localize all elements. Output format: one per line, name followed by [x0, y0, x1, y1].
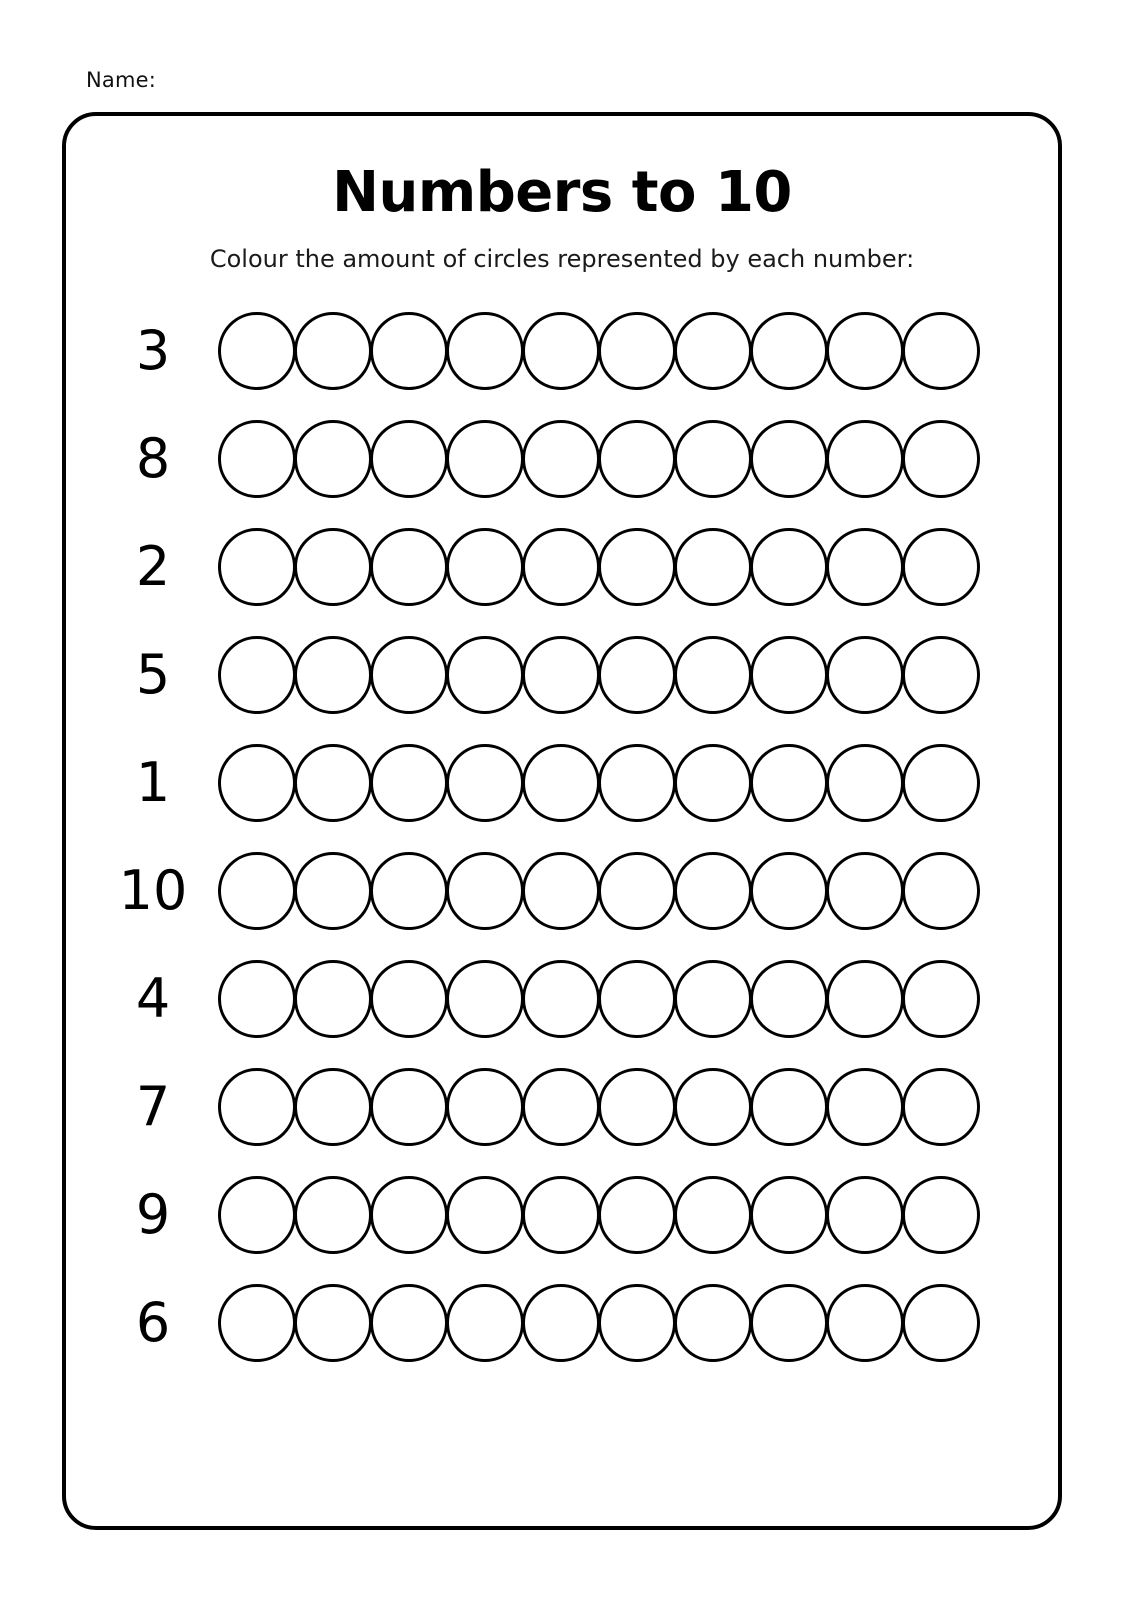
- circle[interactable]: [446, 1284, 524, 1362]
- circle[interactable]: [750, 420, 828, 498]
- circle[interactable]: [446, 312, 524, 390]
- circle[interactable]: [902, 1176, 980, 1254]
- circle[interactable]: [598, 1068, 676, 1146]
- circle[interactable]: [522, 420, 600, 498]
- circle[interactable]: [902, 528, 980, 606]
- circle[interactable]: [826, 312, 904, 390]
- circle[interactable]: [370, 1176, 448, 1254]
- circle[interactable]: [674, 852, 752, 930]
- circle[interactable]: [750, 636, 828, 714]
- row-number: 7: [135, 1075, 171, 1138]
- circle-group: [218, 744, 1040, 822]
- row-number: 9: [135, 1183, 171, 1246]
- exercise-row: [88, 1161, 1040, 1269]
- circle[interactable]: [522, 528, 600, 606]
- circle[interactable]: [826, 636, 904, 714]
- circle[interactable]: [598, 420, 676, 498]
- circle[interactable]: [902, 312, 980, 390]
- circle[interactable]: [370, 1284, 448, 1362]
- circle[interactable]: [902, 1068, 980, 1146]
- circle[interactable]: [674, 420, 752, 498]
- circle[interactable]: [902, 420, 980, 498]
- circle[interactable]: [294, 1284, 372, 1362]
- circle[interactable]: [522, 1068, 600, 1146]
- circle[interactable]: [750, 1068, 828, 1146]
- circle[interactable]: [826, 960, 904, 1038]
- circle-group: [218, 1176, 1040, 1254]
- circle[interactable]: [446, 528, 524, 606]
- circle[interactable]: [446, 744, 524, 822]
- row-number: 4: [135, 967, 171, 1030]
- circle[interactable]: [598, 528, 676, 606]
- exercise-row: [88, 729, 1040, 837]
- circle[interactable]: [370, 312, 448, 390]
- circle[interactable]: [826, 852, 904, 930]
- exercise-row: [88, 621, 1040, 729]
- instructions-text: Colour the amount of circles represented by each number:: [209, 245, 915, 273]
- circle[interactable]: [826, 528, 904, 606]
- circle[interactable]: [674, 1068, 752, 1146]
- circle[interactable]: [446, 636, 524, 714]
- circle[interactable]: [446, 420, 524, 498]
- circle[interactable]: [674, 960, 752, 1038]
- circle[interactable]: [218, 312, 296, 390]
- circle[interactable]: [522, 636, 600, 714]
- circle[interactable]: [370, 1068, 448, 1146]
- circle[interactable]: [674, 744, 752, 822]
- circle[interactable]: [218, 1068, 296, 1146]
- circle[interactable]: [674, 636, 752, 714]
- exercise-row: [88, 405, 1040, 513]
- name-label: Name:: [86, 68, 157, 92]
- circle-group: [218, 312, 1040, 390]
- circle[interactable]: [750, 1176, 828, 1254]
- circle[interactable]: [370, 636, 448, 714]
- circle[interactable]: [218, 744, 296, 822]
- circle[interactable]: [446, 1068, 524, 1146]
- circle[interactable]: [750, 852, 828, 930]
- circle-group: [218, 636, 1040, 714]
- circle[interactable]: [826, 744, 904, 822]
- circle[interactable]: [522, 312, 600, 390]
- circle[interactable]: [446, 960, 524, 1038]
- circle[interactable]: [294, 1068, 372, 1146]
- row-number: 5: [135, 643, 171, 706]
- circle[interactable]: [902, 636, 980, 714]
- circle[interactable]: [370, 852, 448, 930]
- circle-group: [218, 1284, 1040, 1362]
- circle[interactable]: [218, 1176, 296, 1254]
- circle[interactable]: [674, 1284, 752, 1362]
- row-number: 3: [135, 319, 171, 382]
- circle[interactable]: [598, 960, 676, 1038]
- circle[interactable]: [826, 1068, 904, 1146]
- circle[interactable]: [218, 528, 296, 606]
- circle[interactable]: [598, 636, 676, 714]
- page-title: Numbers to 10: [332, 160, 792, 225]
- exercise-rows: [66, 297, 1058, 1377]
- circle[interactable]: [370, 744, 448, 822]
- circle[interactable]: [674, 1176, 752, 1254]
- circle[interactable]: [522, 1176, 600, 1254]
- circle[interactable]: [218, 852, 296, 930]
- circle[interactable]: [294, 744, 372, 822]
- circle[interactable]: [294, 528, 372, 606]
- circle[interactable]: [294, 312, 372, 390]
- circle[interactable]: [370, 960, 448, 1038]
- circle[interactable]: [826, 1176, 904, 1254]
- circle[interactable]: [522, 852, 600, 930]
- circle[interactable]: [674, 528, 752, 606]
- row-number: 6: [135, 1291, 171, 1354]
- circle-group: [218, 852, 1040, 930]
- circle-group: [218, 528, 1040, 606]
- circle[interactable]: [218, 1284, 296, 1362]
- circle[interactable]: [598, 1284, 676, 1362]
- circle[interactable]: [750, 960, 828, 1038]
- circle[interactable]: [522, 1284, 600, 1362]
- circle[interactable]: [294, 852, 372, 930]
- circle[interactable]: [218, 960, 296, 1038]
- exercise-row: [88, 1269, 1040, 1377]
- circle[interactable]: [598, 852, 676, 930]
- exercise-row: [88, 837, 1040, 945]
- circle-group: [218, 420, 1040, 498]
- exercise-row: [88, 513, 1040, 621]
- exercise-row: [88, 1053, 1040, 1161]
- circle[interactable]: [370, 528, 448, 606]
- row-number: 8: [135, 427, 171, 490]
- circle[interactable]: [218, 636, 296, 714]
- circle[interactable]: [370, 420, 448, 498]
- circle[interactable]: [598, 312, 676, 390]
- circle-group: [218, 1068, 1040, 1146]
- worksheet-card: [62, 112, 1062, 1530]
- circle[interactable]: [750, 1284, 828, 1362]
- circle[interactable]: [902, 1284, 980, 1362]
- circle[interactable]: [218, 420, 296, 498]
- row-number: 10: [118, 859, 188, 922]
- circle[interactable]: [446, 1176, 524, 1254]
- row-number: 1: [135, 751, 171, 814]
- circle[interactable]: [294, 960, 372, 1038]
- circle[interactable]: [446, 852, 524, 930]
- circle[interactable]: [294, 1176, 372, 1254]
- circle[interactable]: [902, 960, 980, 1038]
- circle[interactable]: [902, 852, 980, 930]
- circle[interactable]: [750, 312, 828, 390]
- circle[interactable]: [902, 744, 980, 822]
- circle[interactable]: [826, 420, 904, 498]
- circle[interactable]: [750, 528, 828, 606]
- circle[interactable]: [522, 744, 600, 822]
- exercise-row: [88, 945, 1040, 1053]
- circle[interactable]: [598, 1176, 676, 1254]
- circle-group: [218, 960, 1040, 1038]
- circle[interactable]: [598, 744, 676, 822]
- circle[interactable]: [294, 420, 372, 498]
- exercise-row: [88, 297, 1040, 405]
- row-number: 2: [135, 535, 171, 598]
- circle[interactable]: [522, 960, 600, 1038]
- circle[interactable]: [674, 312, 752, 390]
- circle[interactable]: [826, 1284, 904, 1362]
- circle[interactable]: [750, 744, 828, 822]
- circle[interactable]: [294, 636, 372, 714]
